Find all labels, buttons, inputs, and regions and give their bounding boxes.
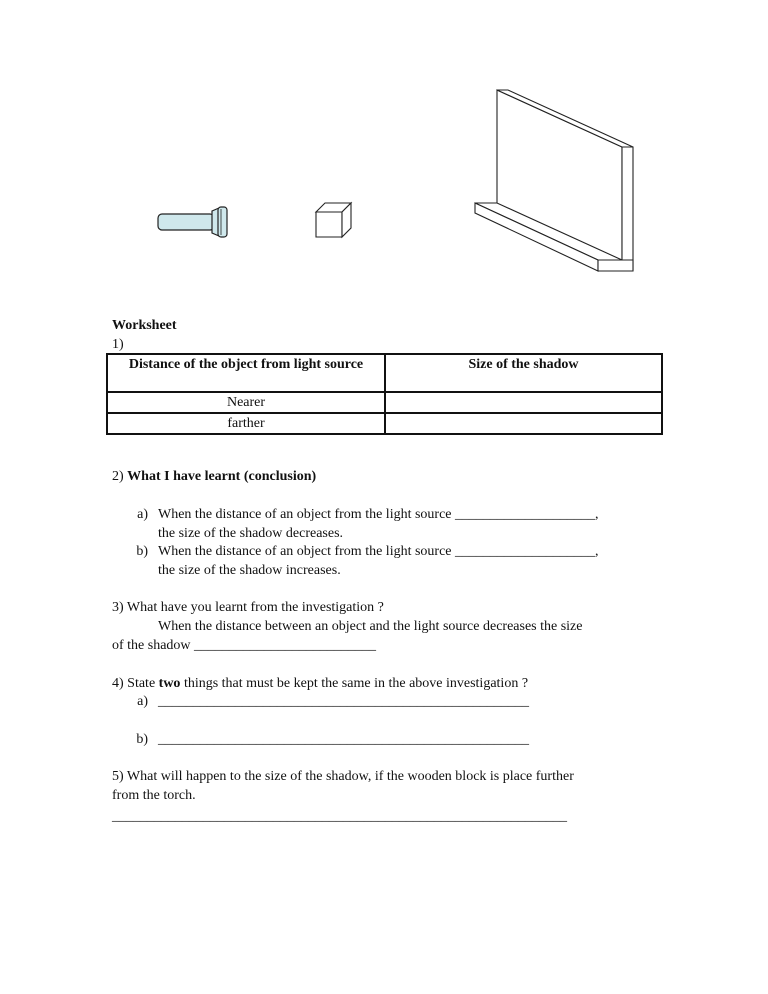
screen-icon [475, 90, 633, 271]
q2-b-line1[interactable]: When the distance of an object from the light source ____________________, [158, 544, 599, 559]
q2-a-line1[interactable]: When the distance of an object from the light source ____________________, [158, 507, 599, 522]
q4-a-label: a) [137, 694, 148, 709]
cell-shadow-nearer[interactable] [385, 392, 662, 413]
table-row [107, 413, 662, 434]
q4-bold-word: two [158, 676, 181, 691]
q2-title: What I have learnt (conclusion) [127, 469, 317, 484]
q2-heading [112, 468, 316, 486]
wooden-block-icon [316, 203, 351, 237]
q2-a-line2: the size of the shadow decreases. [158, 526, 344, 541]
q4-a-blank[interactable]: _____________________________________________________ [158, 694, 529, 709]
experiment-illustration [0, 0, 768, 300]
cell-distance-farther: farther [107, 413, 385, 434]
torch-icon [158, 207, 227, 237]
cell-shadow-farther[interactable] [385, 413, 662, 434]
q3-answer-line1: When the distance between an object and the light source decreases the size [158, 619, 583, 634]
q2-number: 2) [112, 469, 124, 484]
q4-b-blank[interactable]: _____________________________________________________ [158, 732, 529, 747]
q4-b-label: b) [136, 732, 148, 747]
q5-line2: from the torch. [112, 788, 196, 803]
col-header-distance: Distance of the object from light source [107, 354, 385, 392]
q4-question [112, 675, 528, 693]
q4-suffix: things that must be kept the same in the above investigation ? [183, 676, 529, 691]
worksheet-heading: Worksheet [112, 318, 177, 333]
q3-question: 3) What have you learnt from the investigation ? [112, 600, 384, 615]
q5-line1: 5) What will happen to the size of the shadow, if the wooden block is place further [112, 769, 574, 784]
table-row [107, 392, 662, 413]
q5-answer-blank[interactable]: _________________________________________________________________ [112, 809, 567, 824]
col-header-shadow-size: Size of the shadow [385, 354, 662, 392]
shadow-table [106, 353, 663, 435]
table-header-row [107, 354, 662, 392]
q2-b-line2: the size of the shadow increases. [158, 563, 341, 578]
q3-answer-line2[interactable]: of the shadow __________________________ [112, 638, 377, 653]
q1-number: 1) [112, 337, 124, 352]
q2-a-label: a) [137, 507, 148, 522]
q2-b-label: b) [136, 544, 148, 559]
cell-distance-nearer: Nearer [107, 392, 385, 413]
q4-prefix: 4) State [112, 676, 156, 691]
